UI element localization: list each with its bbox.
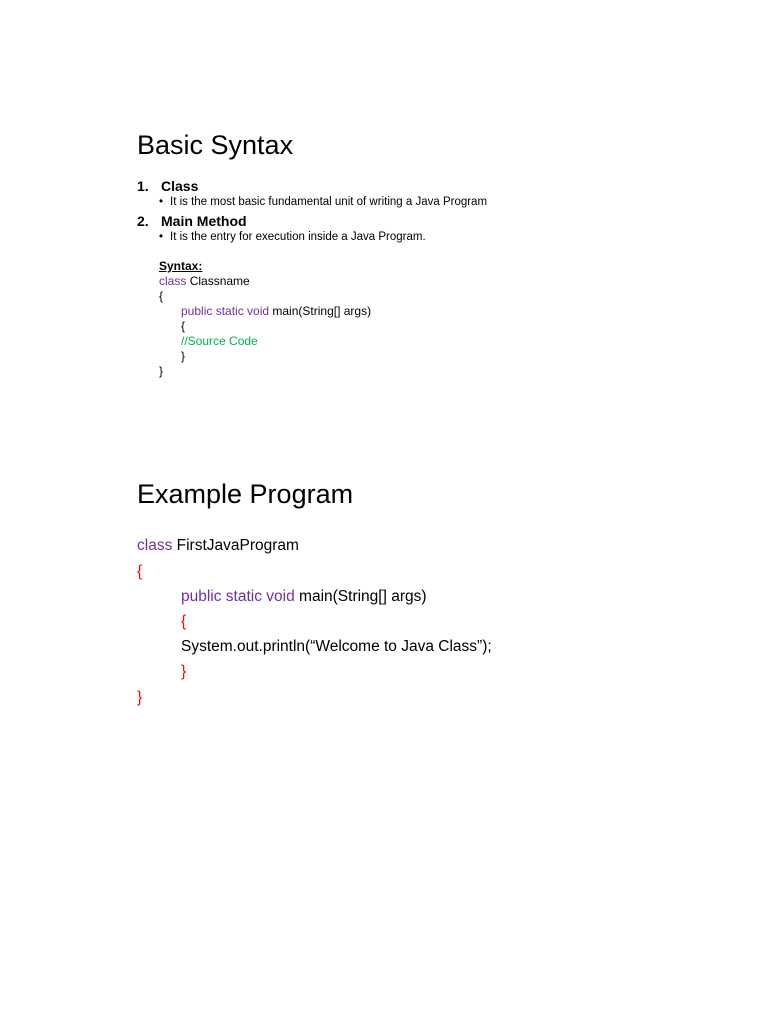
syntax-open-outer-brace: { bbox=[159, 289, 164, 303]
method-keywords: public static void bbox=[181, 304, 270, 318]
method-signature: main(String[] args) bbox=[272, 304, 372, 318]
syntax-label: Syntax: bbox=[159, 259, 203, 273]
class-keyword: class bbox=[137, 537, 173, 554]
bullet-icon: • bbox=[159, 231, 164, 243]
example-method-line bbox=[181, 587, 427, 607]
item-2-heading: Main Method bbox=[161, 213, 247, 229]
syntax-class-line bbox=[159, 274, 250, 289]
bullet-icon: • bbox=[159, 196, 164, 208]
item-2-number: 2. bbox=[137, 213, 149, 229]
item-1-bullet-text: It is the most basic fundamental unit of writing a Java Program bbox=[170, 196, 488, 208]
class-name: Classname bbox=[189, 274, 250, 288]
basic-syntax-title: Basic Syntax bbox=[137, 130, 294, 160]
example-close-outer-brace: } bbox=[137, 689, 143, 706]
item-2-bullet bbox=[159, 230, 426, 244]
syntax-close-outer-brace: } bbox=[159, 364, 164, 378]
syntax-method-line bbox=[181, 304, 371, 319]
item-2-bullet-text: It is the entry for execution inside a Java Program. bbox=[170, 231, 426, 243]
item-1-heading: Class bbox=[161, 178, 199, 194]
example-open-outer-brace: { bbox=[137, 563, 143, 580]
example-program-title: Example Program bbox=[137, 479, 354, 509]
item-1-number: 1. bbox=[137, 178, 149, 194]
example-close-inner-brace: } bbox=[181, 663, 187, 680]
syntax-close-inner-brace: } bbox=[181, 349, 186, 363]
item-1-bullet bbox=[159, 195, 487, 209]
class-keyword: class bbox=[159, 274, 187, 288]
example-class-line bbox=[137, 536, 299, 556]
class-name: FirstJavaProgram bbox=[176, 537, 299, 554]
example-open-inner-brace: { bbox=[181, 613, 187, 630]
method-signature: main(String[] args) bbox=[299, 588, 427, 605]
syntax-comment: //Source Code bbox=[181, 334, 258, 348]
method-keywords: public static void bbox=[181, 588, 295, 605]
example-statement: System.out.println(“Welcome to Java Class”); bbox=[181, 638, 492, 655]
syntax-open-inner-brace: { bbox=[181, 319, 186, 333]
